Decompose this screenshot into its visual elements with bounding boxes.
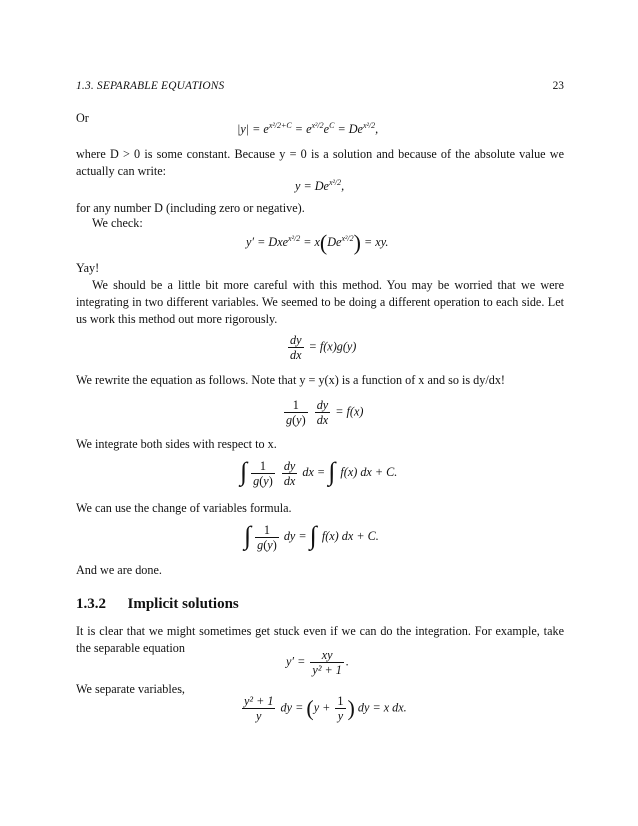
paragraph-careful: We should be a little bit more careful with this method. You may be worried that we were integrating in two different variables. We seemed to be doing a different operation to each side. Let us work this method out more rigorously.	[76, 278, 564, 326]
section-title: Implicit solutions	[127, 596, 239, 612]
paragraph-stuck: It is clear that we might sometimes get stuck even if we can do the integration. For example, take the separable equation	[76, 624, 564, 655]
paragraph-or: Or	[76, 111, 89, 125]
equation-abs-y: $|y| = e^{x^2/2+C} = e^{x^2/2}e^C = De^{x^2/2}$,	[237, 121, 379, 137]
equation-integral-dy: ∫ $\frac{1}{g(y)}$ dy = ∫ f(x) dx + C.	[244, 521, 379, 552]
equation-example: y′ = $\frac{xy}{\text{y² + 1}}$ .	[286, 648, 349, 677]
paragraph-change-vars: We can use the change of variables formula.	[76, 501, 292, 515]
running-title: 1.3. SEPARABLE EQUATIONS	[76, 80, 225, 92]
paragraph-done: And we are done.	[76, 563, 162, 577]
equation-y-de: $y = De^{x^2/2}$,	[295, 178, 345, 194]
section-number: 1.3.2	[76, 596, 106, 612]
page-number: 23	[552, 80, 564, 92]
paragraph-any-number: for any number D (including zero or negative).	[76, 201, 305, 215]
equation-separable-form: $\frac{dy}{dx}$ = f(x)g(y)	[290, 333, 357, 362]
paragraph-integrate: We integrate both sides with respect to x.	[76, 437, 277, 451]
paragraph-where-d: where D > 0 is some constant. Because y = 0 is a solution and because of the absolute value we actually can write:	[76, 147, 564, 178]
paragraph-separate: We separate variables,	[76, 682, 185, 696]
paragraph-rewrite: We rewrite the equation as follows. Note that y = y(x) is a function of x and so is dy/dx!	[76, 373, 505, 387]
equation-integral-dx: ∫ $\frac{1}{g(y)}$ $\frac{dy}{dx}$ dx = ∫ f(x) dx + C.	[240, 457, 398, 488]
equation-check: $y' = Dxe^{x^2/2} = x(De^{x^2/2})$ = xy.	[246, 230, 389, 255]
paragraph-yay: Yay!	[76, 261, 100, 275]
equation-separated: $\frac{\text{y² + 1}}{y}$ dy = (y + $\frac{1}{y}$ ) dy = x dx.	[244, 694, 407, 723]
section-heading	[76, 596, 239, 613]
paragraph-we-check: We check:	[92, 216, 143, 230]
equation-rewritten: $\frac{1}{g(y)}$ $\frac{dy}{dx}$ = f(x)	[286, 398, 364, 427]
